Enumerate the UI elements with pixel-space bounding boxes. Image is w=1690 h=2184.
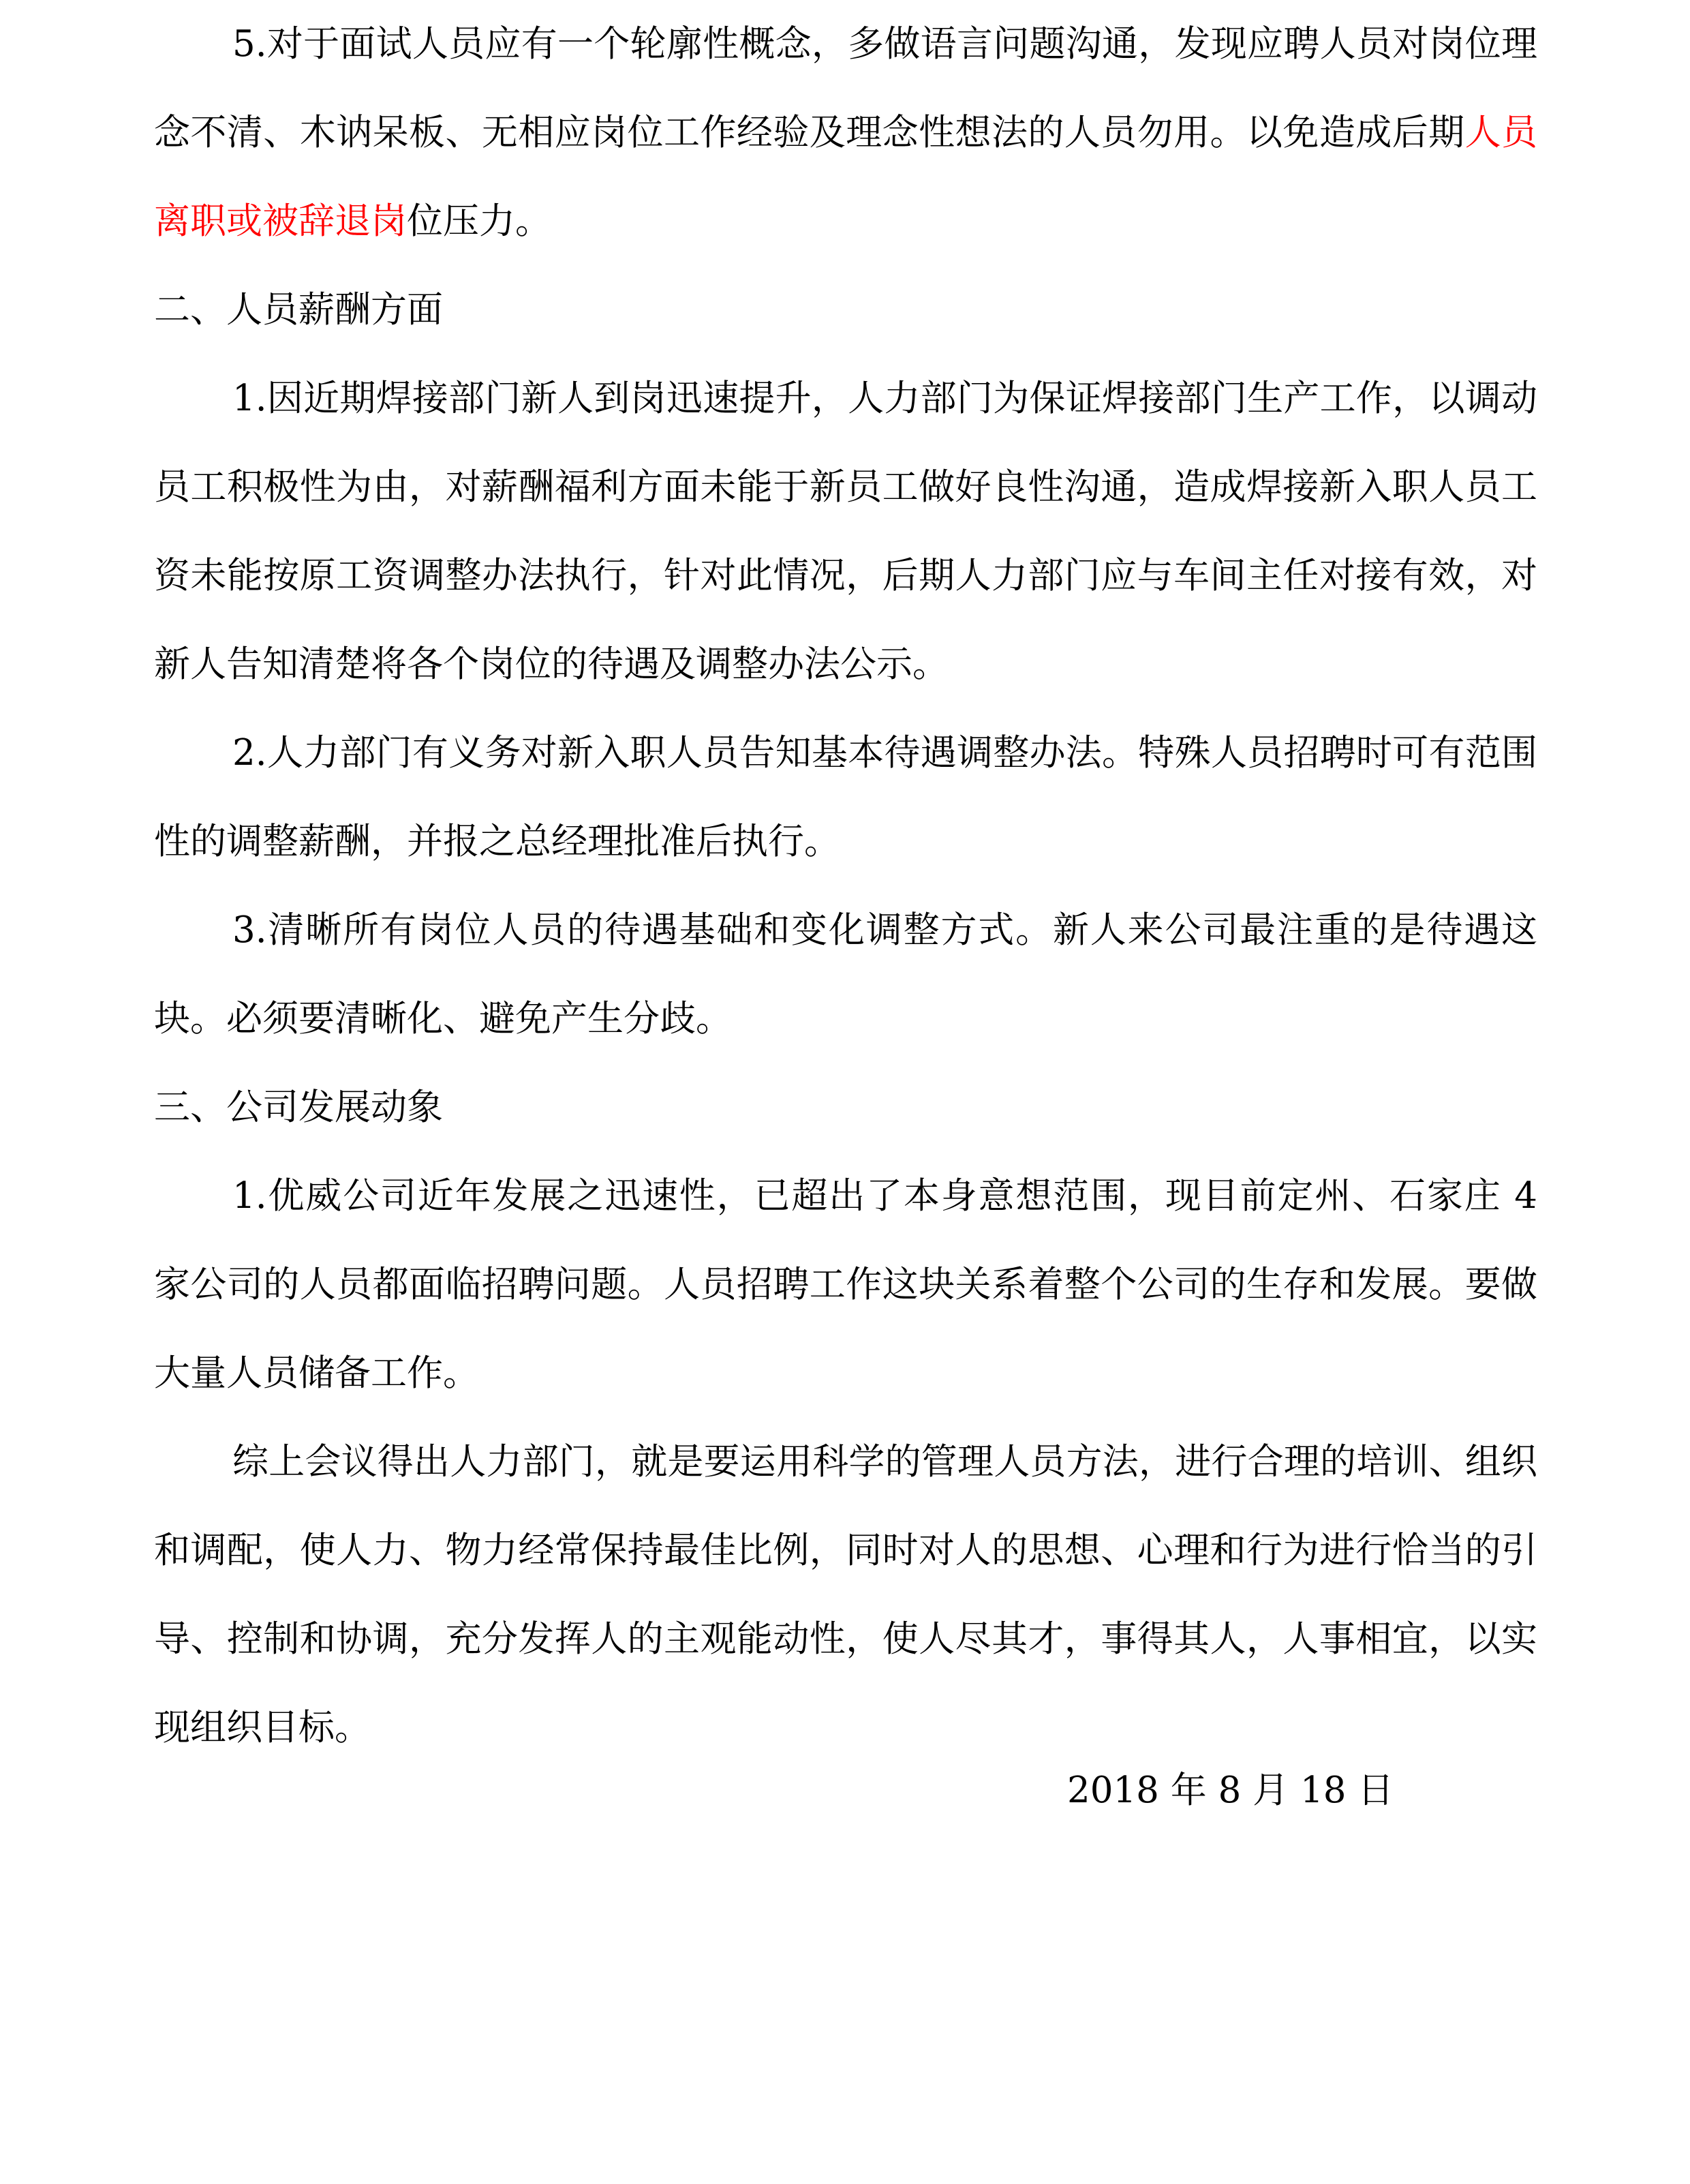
section-heading-salary: 二、人员薪酬方面 bbox=[154, 289, 443, 331]
document-date: 2018 年 8 月 18 日 bbox=[1067, 1770, 1394, 1811]
item-5-text: 5.对于面试人员应有一个轮廓性概念，多做语言问题沟通，发现应聘人员对岗位理念不清、木讷呆板、无相应岗位工作经验及理念性想法的人员勿用。以免造成后期 bbox=[154, 23, 1537, 153]
section-heading-development: 三、公司发展动象 bbox=[154, 1087, 443, 1128]
development-item-1: 1.优威公司近年发展之迅速性，已超出了本身意想范围，现目前定州、石家庄 4 家公司的人员都面临招聘问题。人员招聘工作这块关系着整个公司的生存和发展。要做大量人员储备工作。 bbox=[154, 1175, 1537, 1394]
paragraph-item-5 bbox=[154, 0, 1537, 266]
document-body bbox=[154, 0, 1537, 1772]
item-5-highlight: 人员离职或被辞退岗 bbox=[154, 112, 1538, 242]
salary-item-1: 1.因近期焊接部门新人到岗迅速提升，人力部门为保证焊接部门生产工作，以调动员工积极性为由，对薪酬福利方面未能于新员工做好良性沟通，造成焊接新入职人员工资未能按原工资调整办法执行，针对此情况，后期人力部门应与车间主任对接有效，对新人告知清楚将各个岗位的待遇及调整办法公示。 bbox=[154, 378, 1537, 685]
salary-item-2: 2.人力部门有义务对新入职人员告知基本待遇调整办法。特殊人员招聘时可有范围性的调整薪酬，并报之总经理批准后执行。 bbox=[154, 732, 1537, 862]
item-5-text-end: 位压力。 bbox=[407, 200, 551, 242]
salary-item-3: 3.清晰所有岗位人员的待遇基础和变化调整方式。新人来公司最注重的是待遇这块。必须要清晰化、避免产生分歧。 bbox=[154, 909, 1537, 1040]
conclusion-paragraph: 综上会议得出人力部门，就是要运用科学的管理人员方法，进行合理的培训、组织和调配，使人力、物力经常保持最佳比例，同时对人的思想、心理和行为进行恰当的引导、控制和协调，充分发挥人的主观能动性，使人尽其才，事得其人，人事相宜，以实现组织目标。 bbox=[154, 1441, 1537, 1748]
